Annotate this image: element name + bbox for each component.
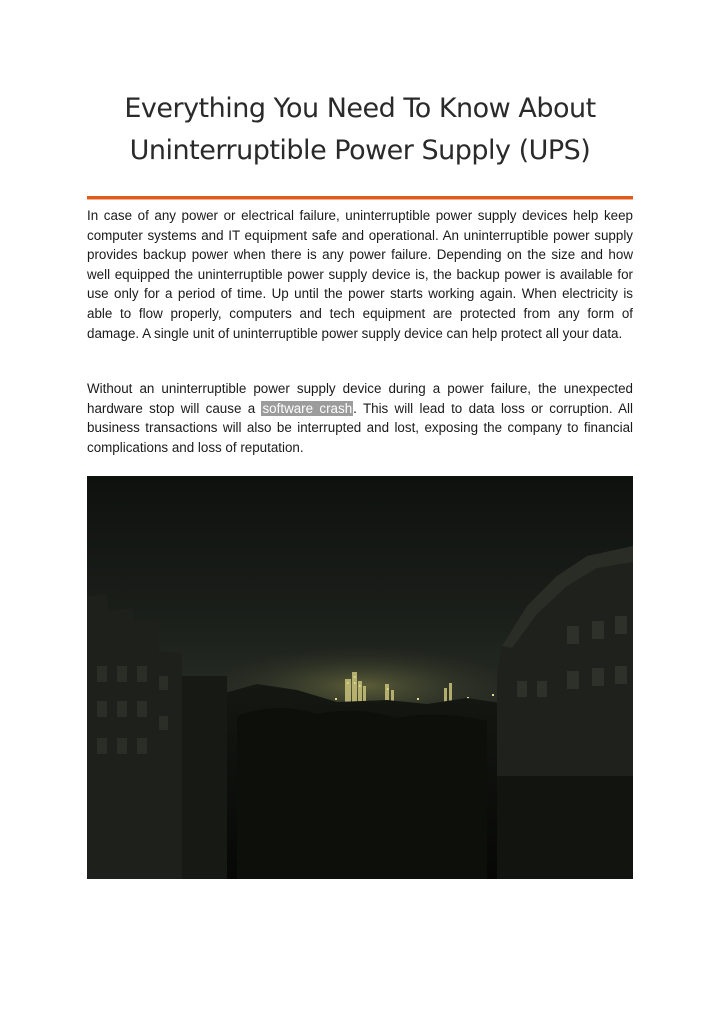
software-crash-link[interactable]: software crash (262, 400, 353, 416)
consequence-paragraph (87, 379, 633, 457)
night-city-blackout-photo (87, 476, 633, 879)
title-line-2: Uninterruptible Power Supply (UPS) (129, 135, 591, 166)
paragraph-text-before-link: Without an uninterruptible power supply device during a power failure, the unexpected hardware stop will cause a (87, 381, 633, 416)
title-divider (87, 196, 633, 200)
page-title (87, 88, 633, 172)
paragraph-text-after-link: . This will lead to data loss or corruption. All business transactions will also be interrupted and lost, exposing the company to financial complications and loss of reputation. (87, 400, 634, 455)
title-line-1: Everything You Need To Know About (124, 93, 596, 124)
intro-paragraph: In case of any power or electrical failure, uninterruptible power supply devices help keep computer systems and IT equipment safe and operational. An uninterruptible power supply provides backup power when there is any power failure. Depending on the size and how well equipped the uninterruptible power supply device is, the backup power is available for use only for a period of time. Up until the power starts working again. When electricity is able to flow properly, computers and tech equipment are protected from any form of damage. A single unit of uninterruptible power supply device can help protect all your data. (87, 208, 633, 341)
